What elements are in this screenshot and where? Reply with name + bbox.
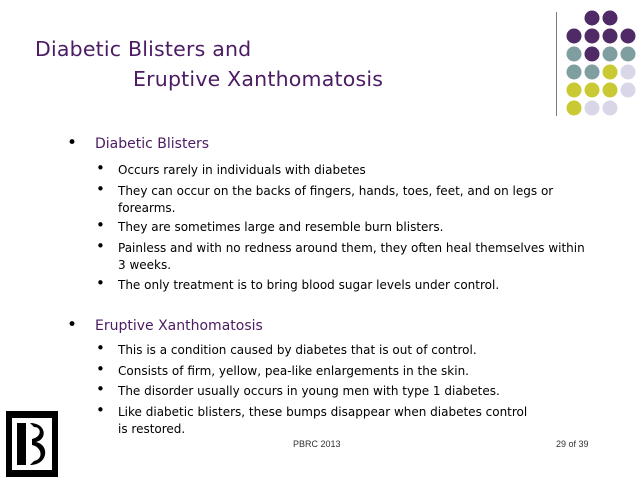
section-heading-text: Eruptive Xanthomatosis xyxy=(95,318,263,334)
decorative-dot xyxy=(585,65,600,80)
decorative-dot xyxy=(603,65,618,80)
decorative-dot xyxy=(603,47,618,62)
footer-organization: PBRC 2013 xyxy=(293,439,341,449)
decorative-dot xyxy=(567,29,582,44)
decorative-dot xyxy=(567,101,582,116)
list-item-text: Consists of firm, yellow, pea-like enlargements in the skin. xyxy=(118,364,469,378)
slide-title-line-2: Eruptive Xanthomatosis xyxy=(133,67,384,91)
bullet: • xyxy=(96,180,105,198)
list-item-text: The only treatment is to bring blood sugar levels under control. xyxy=(118,278,500,292)
section-heading-text: Diabetic Blisters xyxy=(95,136,210,152)
bullet: • xyxy=(96,401,105,419)
decorative-dot xyxy=(621,29,636,44)
bullet: • xyxy=(96,380,105,398)
bullet: • xyxy=(96,159,105,177)
decorative-dot xyxy=(603,101,618,116)
list-item-text: They can occur on the backs of fingers, hands, toes, feet, and on legs or forearms. xyxy=(118,184,554,215)
decorative-dot xyxy=(585,29,600,44)
decorative-dot xyxy=(603,83,618,98)
pbrc-logo-icon xyxy=(6,411,58,477)
list-item-text: They are sometimes large and resemble burn blisters. xyxy=(118,220,444,234)
bullet: • xyxy=(96,339,105,357)
list-item-text: This is a condition caused by diabetes that is out of control. xyxy=(118,343,477,357)
bullet: • xyxy=(67,133,78,153)
list-item-text: Occurs rarely in individuals with diabetes xyxy=(118,163,366,177)
decorative-dot xyxy=(585,83,600,98)
bullet: • xyxy=(96,216,105,234)
bullet: • xyxy=(96,237,105,255)
decorative-dot xyxy=(621,47,636,62)
decorative-dot xyxy=(603,29,618,44)
slide-title-line-1: Diabetic Blisters and xyxy=(35,37,252,61)
bullet: • xyxy=(96,274,105,292)
list-item-text: The disorder usually occurs in young men with type 1 diabetes. xyxy=(118,384,500,398)
slide-page-number: 29 of 39 xyxy=(556,439,589,449)
decorative-dot xyxy=(621,65,636,80)
decorative-dot xyxy=(621,83,636,98)
decorative-dot xyxy=(585,11,600,26)
decorative-dot xyxy=(585,101,600,116)
decorative-dot xyxy=(567,83,582,98)
slide-title xyxy=(35,34,383,94)
decorative-dot xyxy=(567,65,582,80)
title-divider xyxy=(556,12,557,116)
decorative-dot xyxy=(603,11,618,26)
decorative-dot xyxy=(567,47,582,62)
list-item-text: Painless and with no redness around them, they often heal themselves within 3 weeks. xyxy=(118,241,585,272)
bullet: • xyxy=(96,360,105,378)
decorative-dot xyxy=(585,47,600,62)
bullet: • xyxy=(67,315,78,335)
list-item-text: Like diabetic blisters, these bumps disappear when diabetes control is restored. xyxy=(118,405,528,436)
